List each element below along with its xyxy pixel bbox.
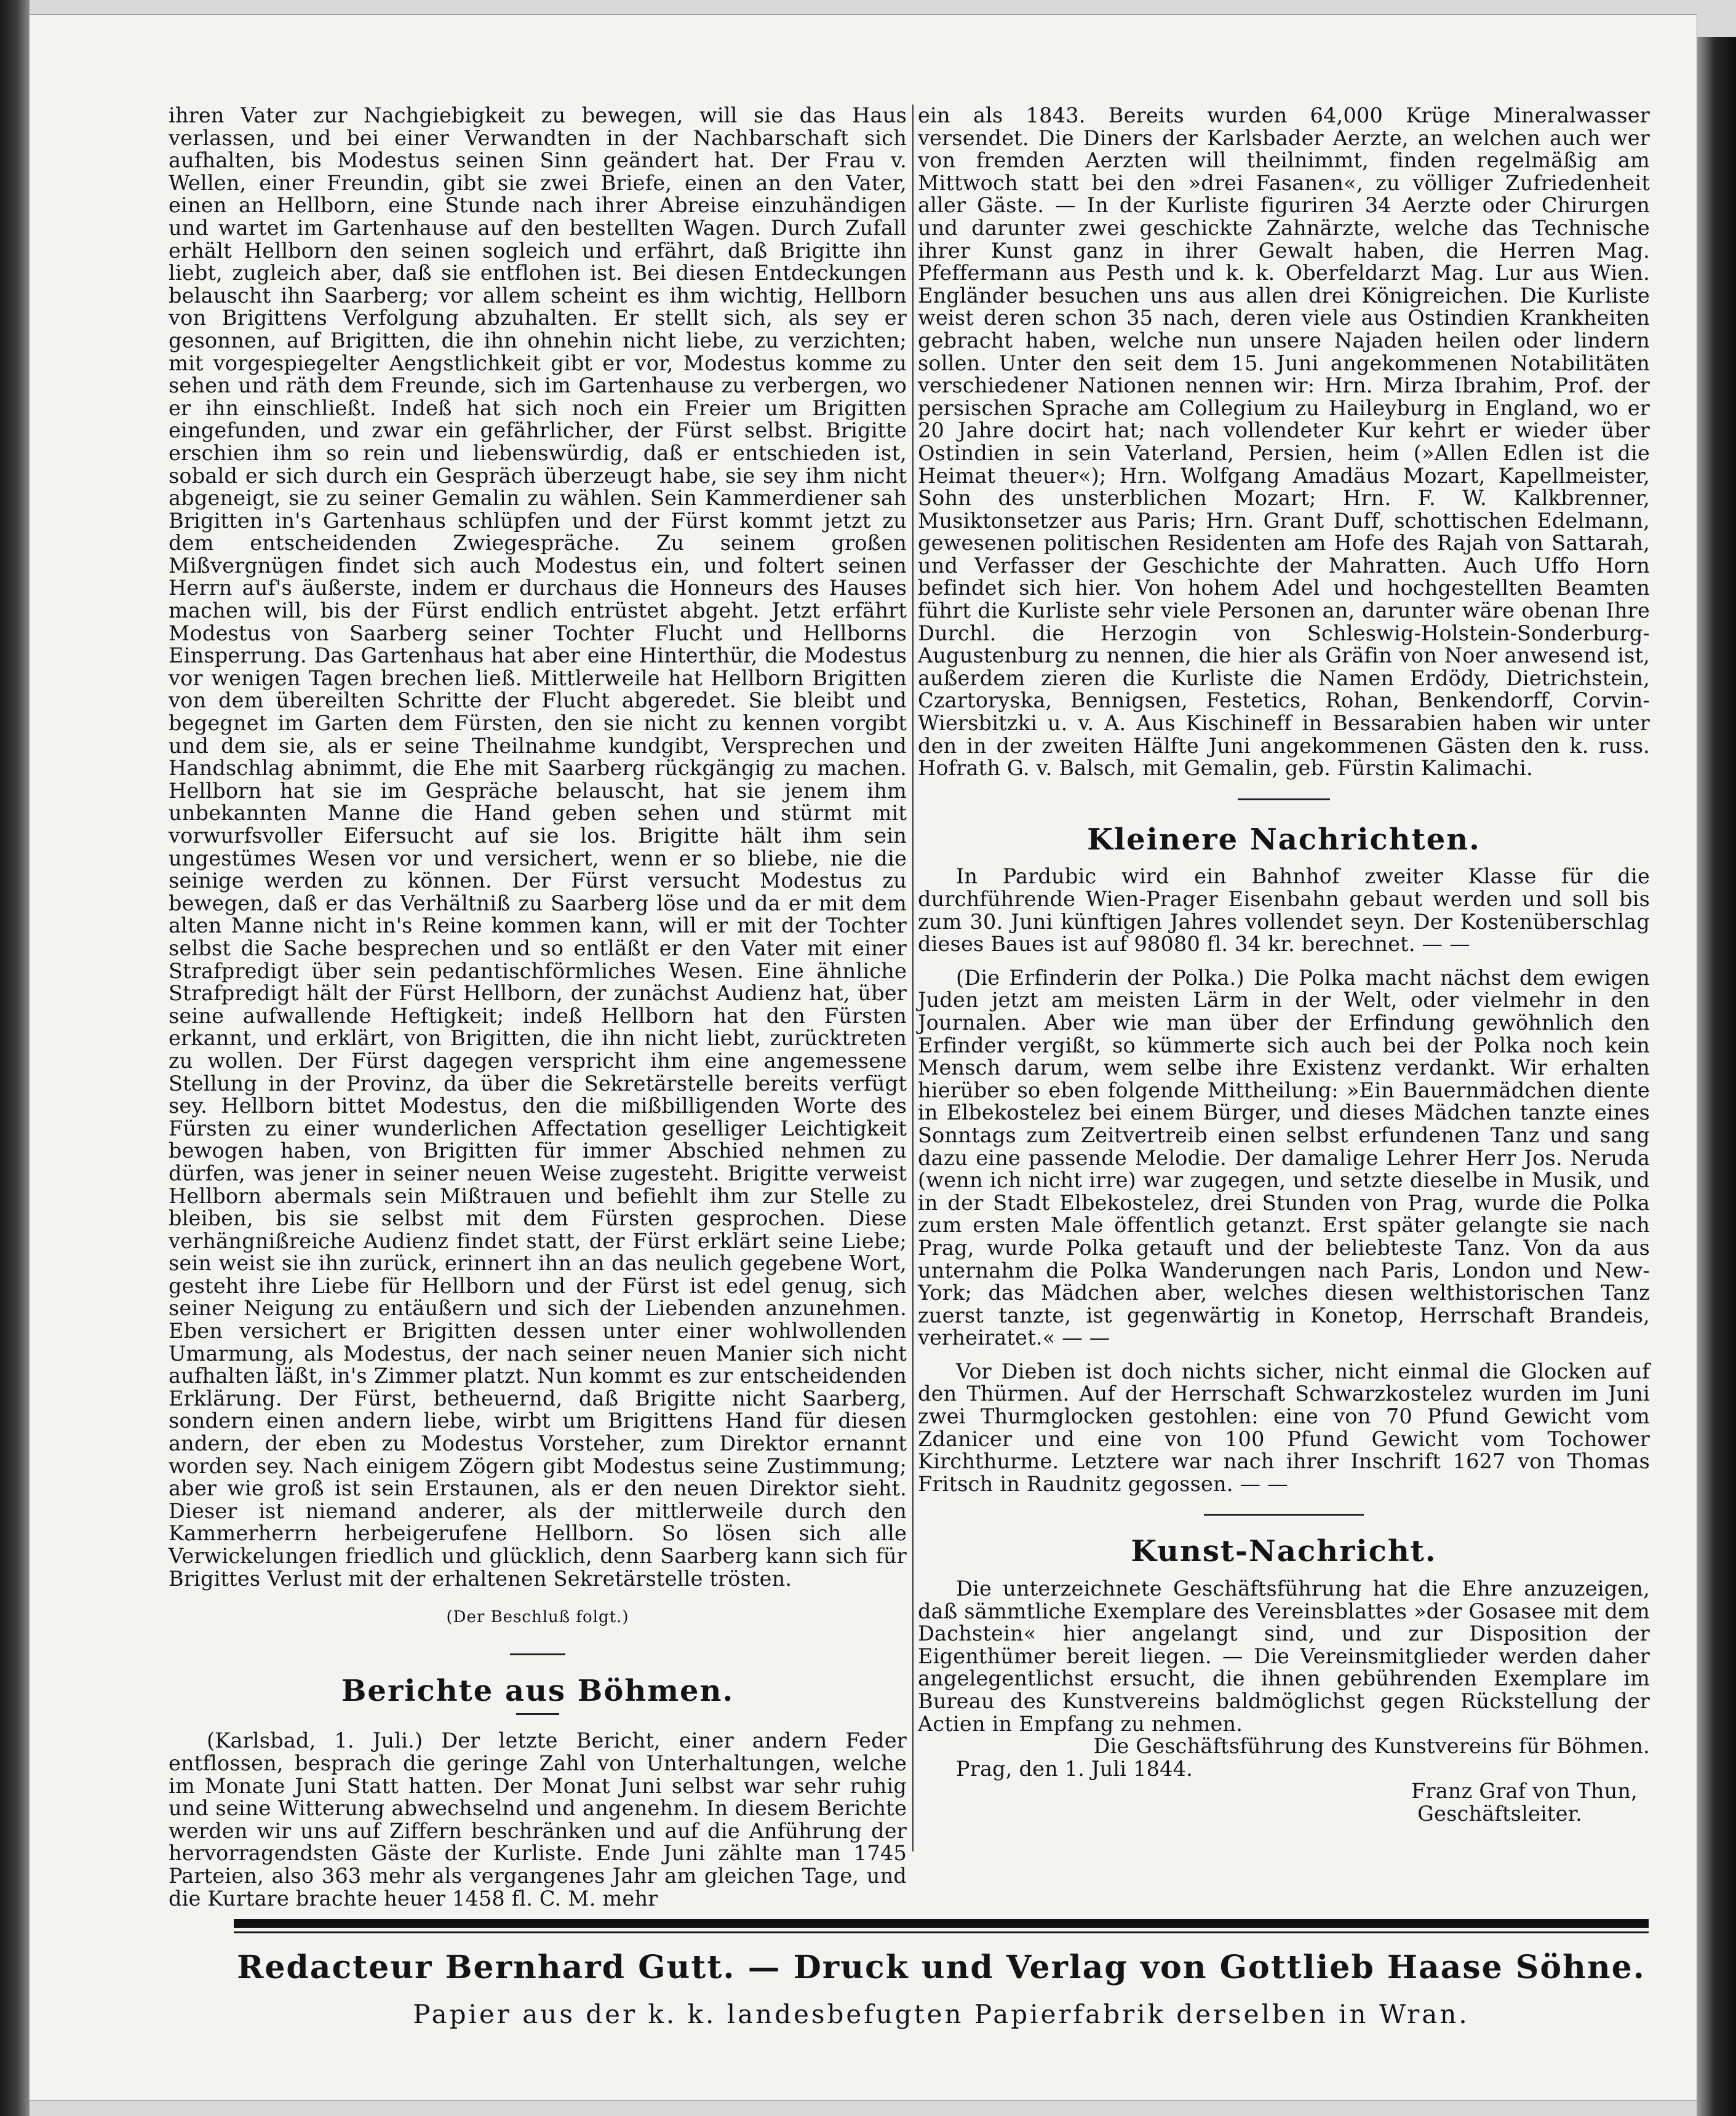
book-spine-shadow (0, 0, 30, 2116)
news-item-pardubic: In Pardubic wird ein Bahnhof zweiter Klasse für die durchführende Wien-Prager Eisenbahn gebaut werden und soll bis zum 30. Juni künftigen Jahres vollendet seyn. Der Kostenüberschlag dieses Baues ist auf 98080 fl. 34 kr. berechnet. — — (918, 864, 1650, 957)
art-signature-organization: Die Geschäftsführung des Kunstvereins für Böhmen. (1093, 1734, 1650, 1759)
theater-review-paragraph: ihren Vater zur Nachgiebigkeit zu bewegen, will sie das Haus verlassen, und bei einer Verwandten in der Nachbarschaft sich aufhalten, bis Modestus seinen Sinn geändert hat. Der Frau v. Wellen, einer Freundin, gibt sie zwei Briefe, einen an den Vater, einen an Hellborn, eine Stunde nach ihrer Abreise einzuhändigen und wartet im Gartenhause auf den bestellten Wagen. Durch Zufall erhält Hellborn den seinen sogleich und erfährt, daß Brigitte ihn liebt, zugleich aber, daß sie entflohen ist. Bei diesen Entdeckungen belauscht ihn Saarberg; vor allem scheint es ihm wichtig, Hellborn von Brigittens Verfolgung abzuhalten. Er stellt sich, als sey er gesonnen, auf Brigitten, die ihn ohnehin nicht liebe, zu verzichten; mit vorgespiegelter Aengstlichkeit gibt er vor, Modestus komme zu sehen und räth dem Freunde, sich im Gartenhause zu verbergen, wo er ihn einschließt. Indeß hat sich noch ein Freier um Brigitten eingefunden, und zwar ein gefährlicher, der Fürst selbst. Brigitte erschien ihm so rein und liebenswürdig, daß er entschieden ist, sobald er sich durch ein Gespräch überzeugt habe, sie sey ihm nicht abgeneigt, sie zu seiner Gemalin zu wählen. Sein Kammerdiener sah Brigitten in's Gartenhaus schlüpfen und der Fürst kommt jetzt zu dem entscheidenden Zwiegespräche. Zu seinem großen Mißvergnügen findet sich auch Modestus ein, und foltert seinen Herrn auf's äußerste, indem er durchaus die Honneurs des Hauses machen will, bis der Fürst endlich entrüstet abgeht. Jetzt erfährt Modestus von Saarberg seiner Tochter Flucht und Hellborns Einsperrung. Das Gartenhaus hat aber eine Hinterthür, die Modestus vor wenigen Tagen brechen ließ. Mittlerweile hat Hellborn Brigitten von dem übereilten Schritte der Flucht abgeredet. Sie bleibt und begegnet im Garten dem Fürsten, den sie nicht zu kennen vorgibt und dem sie, als er seine Theilnahme kundgibt, Versprechen und Handschlag abnimmt, die Ehe mit Saarberg rückgängig zu machen. Hellborn hat sie im Gespräche belauscht, hat sie jenem ihm unbekannten Manne die Hand geben sehen und stürmt mit vorwurfsvoller Eifersucht auf sie los. Brigitte hält ihm sein ungestümes Wesen vor und versichert, wenn er so bliebe, nie die seinige werden zu können. Der Fürst versucht Modestus zu bewegen, daß er das Verhältniß zu Saarberg löse und da er mit dem alten Manne nicht in's Reine kommen kann, will er mit der Tochter selbst die Sache besprechen und so entläßt er den Vater mit einer Strafpredigt über sein pedantischförmliches Wesen. Eine ähnliche Strafpredigt hält der Fürst Hellborn, der zunächst Audienz hat, über seine aufwallende Heftigkeit; indeß Hellborn hat den Fürsten erkannt, und erklärt, von Brigitten, die ihn nicht liebt, zurücktreten zu wollen. Der Fürst dagegen verspricht ihm eine angemessene Stellung in der Provinz, da über die Sekretärstelle bereits verfügt sey. Hellborn bittet Modestus, den die mißbilligenden Worte des Fürsten zu einer wunderlichen Affectation geselliger Leichtigkeit bewogen haben, von Brigitten für immer Abschied nehmen zu dürfen, was jener in seiner neuen Weise zugesteht. Brigitte verweist Hellborn abermals sein Mißtrauen und befiehlt ihm zur Stelle zu bleiben, bis sie selbst mit dem Fürsten gesprochen. Diese verhängnißreiche Audienz findet statt, der Fürst erklärt seine Liebe; sein weist sie ihn zurück, erinnert ihn an das neulich gegebene Wort, gesteht ihre Liebe für Hellborn und der Fürst ist edel genug, sich seiner Neigung zu entäußern und sich der Liebenden anzunehmen. Eben versichert er Brigitten dessen unter einer wohlwollenden Umarmung, als Modestus, der nach seiner neuen Manier sich nicht aufhalten läßt, in's Zimmer platzt. Nun kommt es zur entscheidenden Erklärung. Der Fürst, betheuernd, daß Brigitte nicht Saarberg, sondern einen andern liebe, wirbt um Brigittens Hand für diesen andern, der eben zu Modestus Vorsteher, zum Direktor ernannt worden sey. Nach einigem Zögern gibt Modestus seine Zustimmung; aber wie groß ist sein Erstaunen, als er den neuen Direktor sieht. Dieser ist niemand anderer, als der mittlerweile durch den Kammerherrn herbeigerufene Hellborn. So lösen sich alle Verwickelungen friedlich und glücklich, denn Saarberg kann sich für Brigittes Verlust mit der erhaltenen Sekretärstelle trösten. (169, 103, 907, 1591)
footer-paper-source: Papier aus der k. k. landesbefugten Papierfabrik derselben in Wran. (413, 1999, 1470, 2029)
section-divider (510, 1653, 565, 1655)
footer-editor-publisher: Redacteur Bernhard Gutt. — Druck und Verlag von Gottlieb Haase Söhne. (237, 1949, 1646, 1986)
art-signature-role: Geschäftsleiter. (1417, 1801, 1582, 1826)
news-item-polka: (Die Erfinderin der Polka.) Die Polka macht nächst dem ewigen Juden jetzt am meisten Lärm in der Welt, oder vielmehr in den Journalen. Aber wie man über der Erfindung gewöhnlich den Erfinder vergißt, so kümmerte sich auch bei der Polka noch kein Mensch darum, wem selbe ihre Existenz verdankt. Wir erhalten hierüber so eben folgende Mittheilung: »Ein Bauernmädchen diente in Elbekostelez bei einem Bürger, und dieses Mädchen tanzte eines Sonntags zum Zeitvertreib einen selbst erfundenen Tanz und sang dazu eine passende Melodie. Der damalige Lehrer Herr Jos. Neruda (wenn ich nicht irre) war zugegen, und setzte dieselbe in Musik, und in der Stadt Elbekostelez, drei Stunden von Prag, wurde die Polka zum ersten Male öffentlich getanzt. Erst später gelangte sie nach Prag, wurde Polka getauft und der beliebteste Tanz. Von da aus unternahm die Polka Wanderungen nach Paris, London und New-York; das Mädchen aber, welches diesen welthistorischen Tanz zuerst tanzte, ist gegenwärtig in Konetop, Herrschaft Brandeis, verheiratet.« — — (918, 965, 1650, 1350)
section-title-bohemia-reports: Berichte aus Böhmen. (341, 1673, 735, 1708)
title-underline (516, 1713, 559, 1715)
section-divider (1238, 798, 1330, 800)
page-edge-shadow (1697, 37, 1736, 2116)
art-place-date: Prag, den 1. Juli 1844. (956, 1756, 1193, 1781)
news-item-bells: Vor Dieben ist doch nichts sicher, nicht einmal die Glocken auf den Thürmen. Auf der Herrschaft Schwarzkostelez wurden im Juni zwei Thurmglocken gestohlen: eine von 70 Pfund Gewicht vom Zdanicer und eine von 100 Pfund Gewicht vom Tochower Kirchthurme. Letztere war nach ihrer Inschrift 1627 von Thomas Fritsch in Raudnitz gegossen. — — (918, 1359, 1650, 1496)
art-notice-paragraph: Die unterzeichnete Geschäftsführung hat die Ehre anzuzeigen, daß sämmtliche Exemplare des Vereinsblattes »der Gosasee mit dem Dachstein« hier angelangt sind, und zur Disposition der Eigenthümer bereit liegen. — Die Vereinsmitglieder werden daher angelegentlichst ersucht, die ihnen gebührenden Exemplare im Bureau des Kunstvereins baldmöglichst gegen Rückstellung der Actien in Empfang zu nehmen. (918, 1577, 1650, 1736)
continuation-note: (Der Beschluß folgt.) (446, 1608, 629, 1627)
karlsbad-report-paragraph: (Karlsbad, 1. Juli.) Der letzte Bericht, einer andern Feder entflossen, besprach die geringe Zahl von Unterhaltungen, welche im Monate Juni Statt hatten. Der Monat Juni selbst war sehr ruhig und seine Witterung abwechselnd und angenehm. In diesem Berichte werden wir uns auf Ziffern beschränken und auf die Anführung der hervorragendsten Gäste der Kurliste. Ende Juni zählte man 1745 Parteien, also 363 mehr als vergangenes Jahr am gleichen Tage, und die Kurtare brachte heuer 1458 fl. C. M. mehr (169, 1728, 907, 1911)
left-column (169, 105, 907, 1910)
footer-thick-rule (234, 1919, 1649, 1928)
section-title-small-news: Kleinere Nachrichten. (1087, 822, 1481, 857)
section-divider (1204, 1514, 1364, 1516)
footer-thin-rule (234, 1931, 1649, 1933)
section-title-art-news: Kunst-Nachricht. (1131, 1534, 1437, 1569)
right-column (918, 105, 1650, 1826)
column-divider (912, 105, 914, 1851)
art-signature-name: Franz Graf von Thun, (1411, 1779, 1638, 1804)
karlsbad-report-continued: ein als 1843. Bereits wurden 64,000 Krüge Mineralwasser versendet. Die Diners der Karlsbader Aerzte, an welchen auch wer von fremden Aerzten will theilnimmt, finden regelmäßig am Mittwoch statt bei den »drei Fasanen«, zu völliger Zufriedenheit aller Gäste. — In der Kurliste figuriren 34 Aerzte oder Chirurgen und darunter zwei geschickte Zahnärzte, welche das Technische ihrer Kunst ganz in ihrer Gewalt haben, die Herren Mag. Pfeffermann aus Pesth und k. k. Oberfeldarzt Mag. Lur aus Wien. Engländer besuchen uns aus allen drei Königreichen. Die Kurliste weist deren schon 35 nach, deren viele aus Ostindien Krankheiten gebracht haben, welche nun unsere Najaden heilen oder lindern sollen. Unter den seit dem 15. Juni angekommenen Notabilitäten verschiedener Nationen nennen wir: Hrn. Mirza Ibrahim, Prof. der persischen Sprache am Collegium zu Haileyburg in England, wo er 20 Jahre docirt hat; nach vollendeter Kur kehrt er wieder über Ostindien in sein Vaterland, Persien, heim (»Allen Edlen ist die Heimat theuer«); Hrn. Wolfgang Amadäus Mozart, Kapellmeister, Sohn des unsterblichen Mozart; Hrn. F. W. Kalkbrenner, Musiktonsetzer aus Paris; Hrn. Grant Duff, schottischen Edelmann, gewesenen politischen Residenten am Hofe des Rajah von Sattarah, und Verfasser der Geschichte der Mahratten. Auch Uffo Horn befindet sich hier. Von hohem Adel und hochgestellten Beamten führt die Kurliste sehr viele Personen an, darunter wäre obenan Ihre Durchl. die Herzogin von Schleswig-Holstein-Sonderburg-Augustenburg zu nennen, die hier als Gräfin von Noer anwesend ist, außerdem zieren die Kurliste die Namen Erdödy, Dietrichstein, Czartoryska, Bennigsen, Festetics, Rohan, Benkendorff, Corvin-Wiersbitzki u. v. A. Aus Kischineff in Bessarabien haben wir unter den in der zweiten Hälfte Juni angekommenen Gästen den k. russ. Hofrath G. v. Balsch, mit Gemalin, geb. Fürstin Kalimachi. (918, 103, 1650, 781)
